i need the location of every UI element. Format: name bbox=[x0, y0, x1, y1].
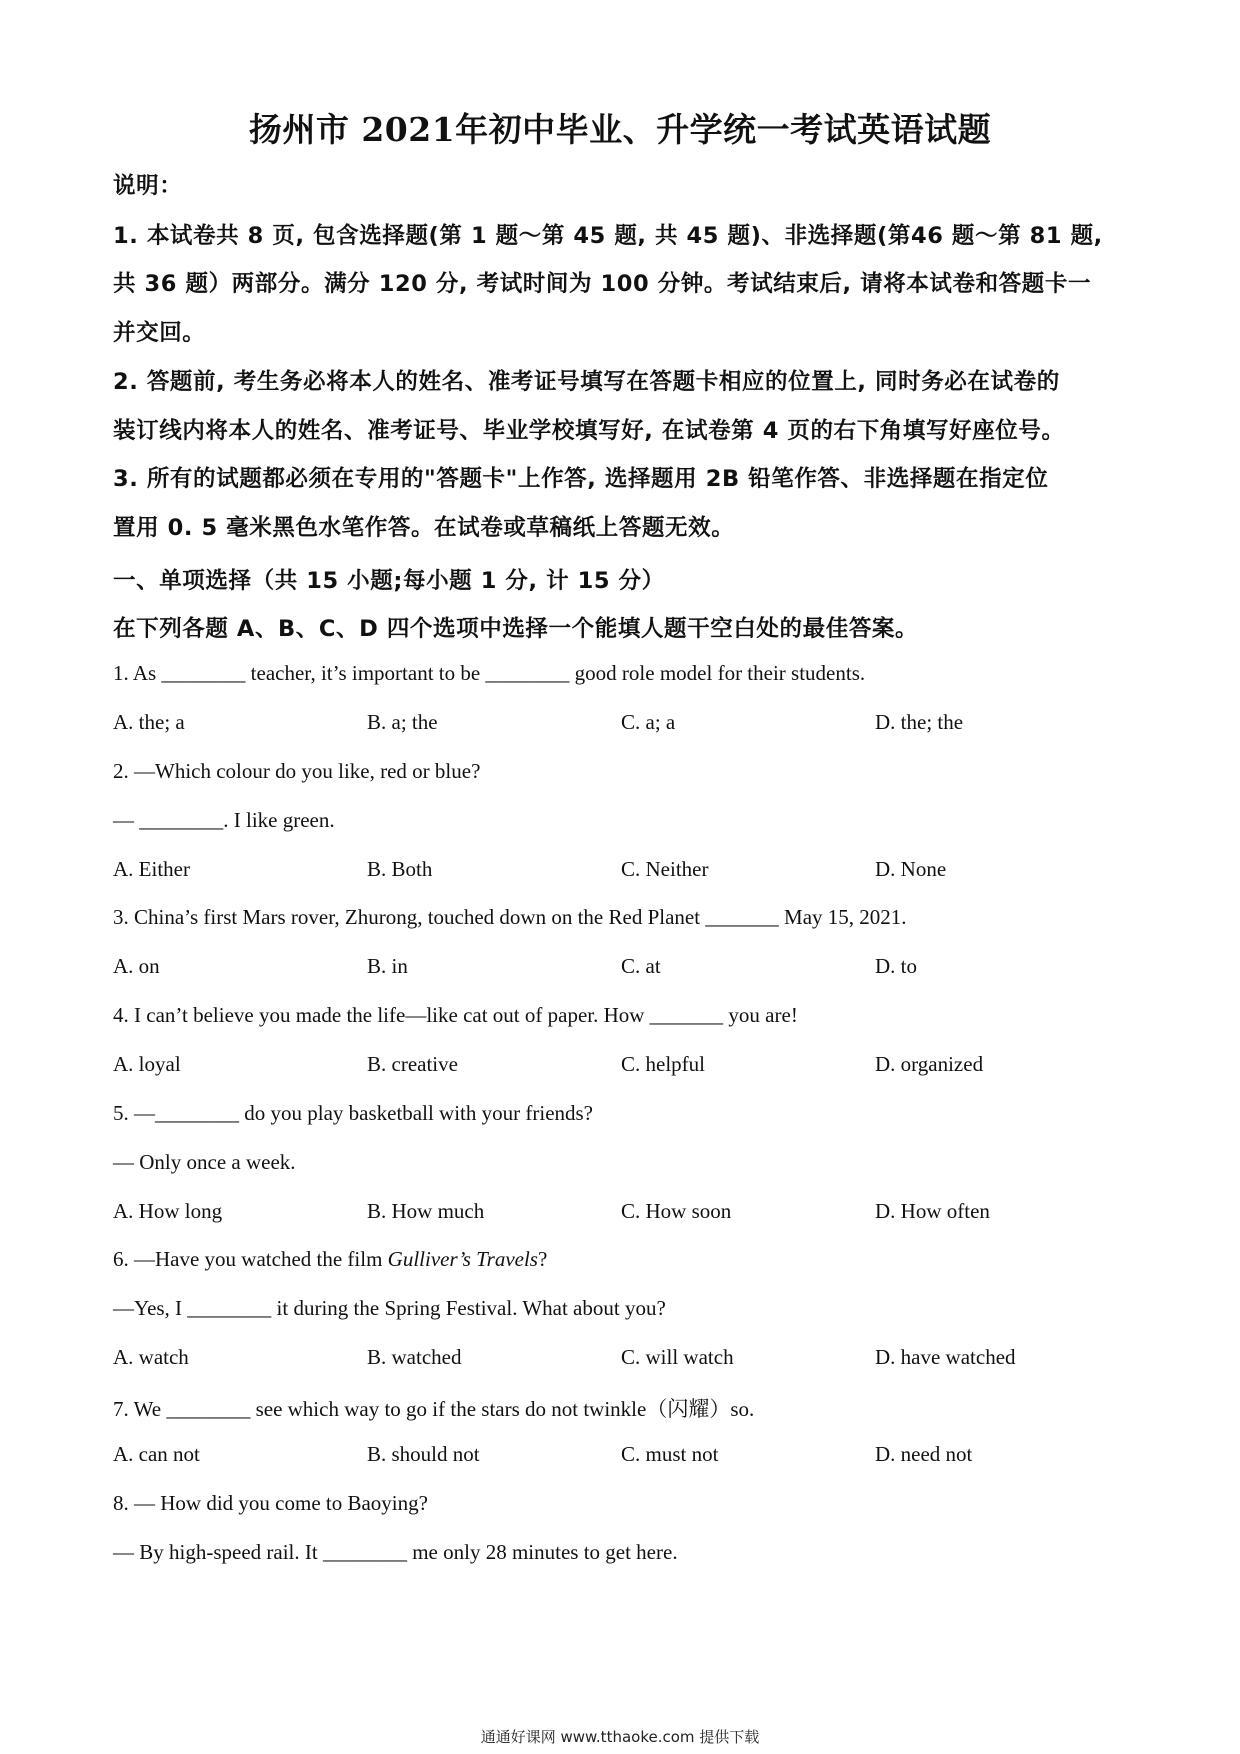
question-6-stem bbox=[113, 1247, 1133, 1272]
option-b: B. in bbox=[367, 954, 408, 978]
question-7-stem: 7. We ________ see which way to go if the stars do not twinkle（闪耀）so. bbox=[113, 1397, 755, 1421]
option-a: A. watch bbox=[113, 1345, 189, 1369]
option-c: C. must not bbox=[621, 1442, 719, 1466]
question-2-options bbox=[113, 857, 1133, 885]
option-d: D. to bbox=[875, 954, 917, 978]
question-6-stem-text: 6. —Have you watched the film bbox=[113, 1247, 388, 1271]
question-6-reply: —Yes, I ________ it during the Spring Festival. What about you? bbox=[113, 1296, 666, 1320]
option-a: A. loyal bbox=[113, 1052, 181, 1076]
option-b: B. Both bbox=[367, 857, 433, 881]
question-7-options bbox=[113, 1442, 1133, 1470]
option-c: C. at bbox=[621, 954, 661, 978]
option-a: A. How long bbox=[113, 1199, 223, 1223]
question-6-stem-suffix: ? bbox=[537, 1247, 548, 1271]
question-2-reply: — ________. I like green. bbox=[113, 808, 335, 832]
section-heading: 一、单项选择（共 15 小题;每小题 1 分, 计 15 分） bbox=[113, 568, 665, 594]
question-1-stem: 1. As ________ teacher, it’s important to be ________ good role model for their students. bbox=[113, 661, 866, 685]
option-c: C. will watch bbox=[621, 1345, 734, 1369]
option-c: C. helpful bbox=[621, 1052, 705, 1076]
instructions-heading: 说明： bbox=[113, 173, 183, 199]
option-d: D. organized bbox=[875, 1052, 984, 1076]
option-b: B. should not bbox=[367, 1442, 480, 1466]
instruction-line: 共 36 题）两部分。满分 120 分, 考试时间为 100 分钟。考试结束后, 请将本试卷和答题卡一 bbox=[113, 271, 1092, 297]
question-2-stem: 2. —Which colour do you like, red or blue? bbox=[113, 759, 481, 783]
section-direction: 在下列各题 A、B、C、D 四个选项中选择一个能填人题干空白处的最佳答案。 bbox=[113, 616, 919, 642]
question-5-reply: — Only once a week. bbox=[113, 1150, 296, 1174]
option-a: A. can not bbox=[113, 1442, 200, 1466]
page-title: 扬州市 2021年初中毕业、升学统一考试英语试题 bbox=[248, 110, 992, 149]
instruction-line: 2. 答题前, 考生务必将本人的姓名、准考证号填写在答题卡相应的位置上, 同时务必在试卷的 bbox=[113, 369, 1060, 395]
option-c: C. Neither bbox=[621, 857, 709, 881]
question-5-options bbox=[113, 1199, 1133, 1227]
question-4-options bbox=[113, 1052, 1133, 1080]
question-8-stem: 8. — How did you come to Baoying? bbox=[113, 1491, 428, 1515]
option-b: B. a; the bbox=[367, 710, 438, 734]
question-1-options bbox=[113, 710, 1133, 738]
question-6-options bbox=[113, 1345, 1133, 1373]
option-b: B. creative bbox=[367, 1052, 458, 1076]
option-b: B. How much bbox=[367, 1199, 485, 1223]
option-d: D. need not bbox=[875, 1442, 973, 1466]
option-a: A. the; a bbox=[113, 710, 185, 734]
page-footer: 通通好课网 www.tthaoke.com 提供下载 bbox=[480, 1728, 760, 1746]
question-3-options bbox=[113, 954, 1133, 982]
option-c: C. How soon bbox=[621, 1199, 732, 1223]
option-b: B. watched bbox=[367, 1345, 462, 1369]
instruction-line: 置用 0. 5 毫米黑色水笔作答。在试卷或草稿纸上答题无效。 bbox=[113, 515, 735, 541]
option-d: D. have watched bbox=[875, 1345, 1016, 1369]
instruction-line: 并交回。 bbox=[113, 320, 206, 346]
option-d: D. How often bbox=[875, 1199, 990, 1223]
question-3-stem: 3. China’s first Mars rover, Zhurong, touched down on the Red Planet _______ May 15, 2021. bbox=[113, 905, 907, 929]
film-title: Gulliver’s Travels bbox=[387, 1247, 538, 1271]
instruction-line: 装订线内将本人的姓名、准考证号、毕业学校填写好, 在试卷第 4 页的右下角填写好座位号。 bbox=[113, 418, 1065, 444]
question-8-reply: — By high-speed rail. It ________ me only 28 minutes to get here. bbox=[113, 1540, 678, 1564]
option-a: A. on bbox=[113, 954, 160, 978]
question-5-stem: 5. —________ do you play basketball with your friends? bbox=[113, 1101, 594, 1125]
option-c: C. a; a bbox=[621, 710, 676, 734]
question-4-stem: 4. I can’t believe you made the life—like cat out of paper. How _______ you are! bbox=[113, 1003, 798, 1027]
instruction-line: 1. 本试卷共 8 页, 包含选择题(第 1 题～第 45 题, 共 45 题)、非选择题(第46 题～第 81 题, bbox=[113, 223, 1103, 249]
option-a: A. Either bbox=[113, 857, 190, 881]
instruction-line: 3. 所有的试题都必须在专用的"答题卡"上作答, 选择题用 2B 铅笔作答、非选择题在指定位 bbox=[113, 466, 1049, 492]
option-d: D. the; the bbox=[875, 710, 964, 734]
option-d: D. None bbox=[875, 857, 947, 881]
